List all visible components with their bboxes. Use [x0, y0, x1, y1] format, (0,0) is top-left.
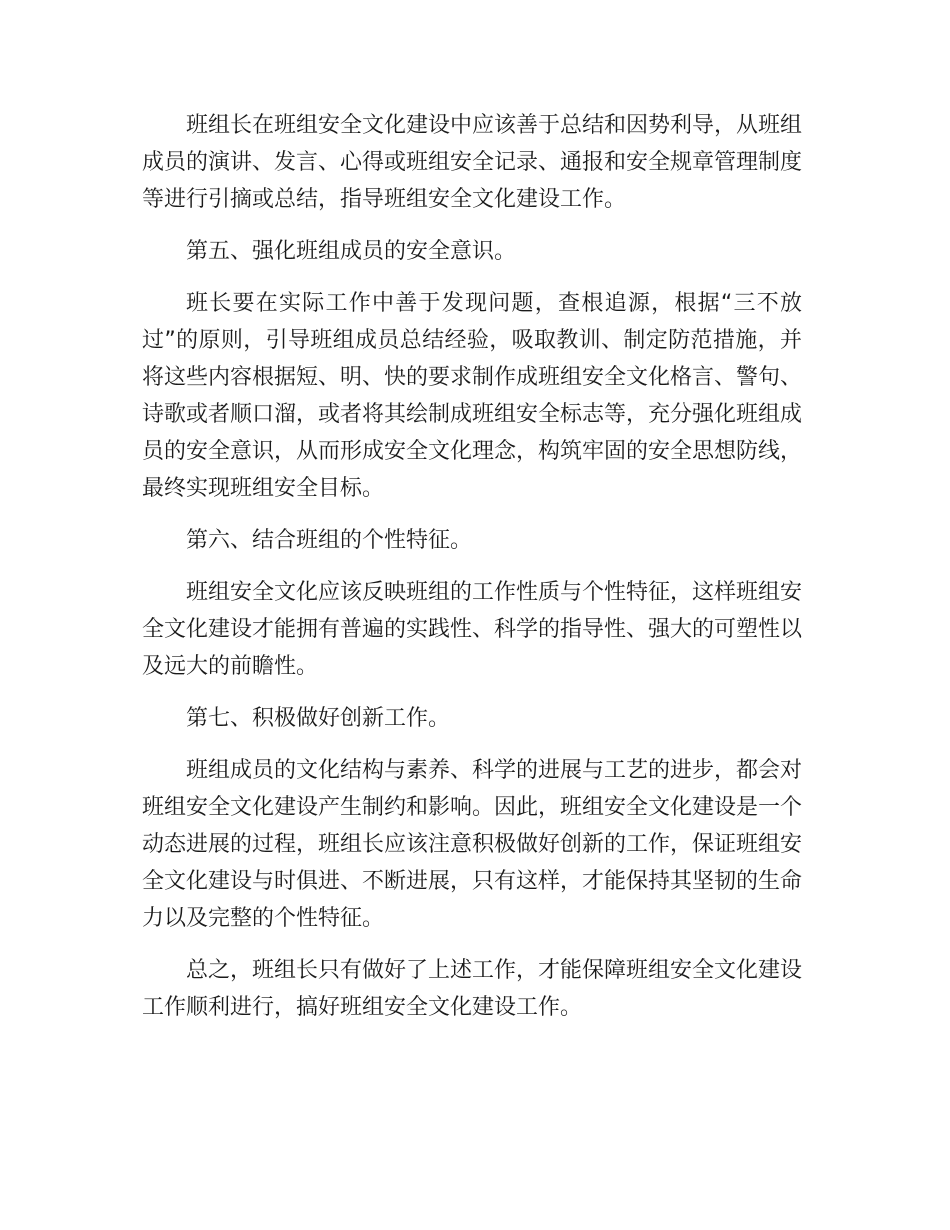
paragraph-line: 将这些内容根据短、明、快的要求制作成班组安全文化格言、警句、	[142, 365, 803, 390]
paragraph-line: 动态进展的过程，班组长应该注意积极做好创新的工作，保证班组安	[142, 832, 803, 857]
paragraph-1	[142, 107, 802, 218]
section-heading-5	[142, 233, 802, 270]
document-body	[142, 107, 802, 1041]
paragraph-line: 员的安全意识，从而形成安全文化理念，构筑牢固的安全思想防线，	[142, 439, 803, 464]
paragraph-line: 总之，班组长只有做好了上述工作，才能保障班组安全文化建设	[186, 958, 803, 983]
paragraph-conclusion	[142, 952, 802, 1026]
paragraph-line: 成员的演讲、发言、心得或班组安全记录、通报和安全规章管理制度	[142, 150, 803, 175]
heading-line: 第五、强化班组成员的安全意识。	[186, 239, 517, 264]
paragraph-line: 过”的原则，引导班组成员总结经验，吸取教训、制定防范措施，并	[142, 328, 802, 353]
paragraph-line: 班组长在班组安全文化建设中应该善于总结和因势利导，从班组	[186, 113, 803, 138]
paragraph-line: 工作顺利进行，搞好班组安全文化建设工作。	[142, 995, 583, 1020]
paragraph-line: 班组安全文化建设产生制约和影响。因此，班组安全文化建设是一个	[142, 795, 803, 820]
paragraph-line: 最终实现班组安全目标。	[142, 476, 385, 501]
paragraph-line: 班长要在实际工作中善于发现问题，查根追源，根据“三不放	[186, 291, 802, 316]
paragraph-line: 班组成员的文化结构与素养、科学的进展与工艺的进步，都会对	[186, 758, 803, 783]
section-heading-6	[142, 522, 802, 559]
heading-line: 第六、结合班组的个性特征。	[186, 528, 473, 553]
paragraph-line: 及远大的前瞻性。	[142, 654, 319, 679]
paragraph-line: 力以及完整的个性特征。	[142, 906, 385, 931]
paragraph-line: 班组安全文化应该反映班组的工作性质与个性特征，这样班组安	[186, 580, 803, 605]
heading-line: 第七、积极做好创新工作。	[186, 706, 451, 731]
paragraph-line: 全文化建设才能拥有普遍的实践性、科学的指导性、强大的可塑性以	[142, 617, 803, 642]
paragraph-line: 等进行引摘或总结，指导班组安全文化建设工作。	[142, 187, 627, 212]
paragraph-3	[142, 574, 802, 685]
paragraph-4	[142, 752, 802, 937]
paragraph-line: 诗歌或者顺口溜，或者将其绘制成班组安全标志等，充分强化班组成	[142, 402, 803, 427]
paragraph-line: 全文化建设与时俱进、不断进展，只有这样，才能保持其坚韧的生命	[142, 869, 803, 894]
section-heading-7	[142, 700, 802, 737]
paragraph-2	[142, 285, 802, 507]
